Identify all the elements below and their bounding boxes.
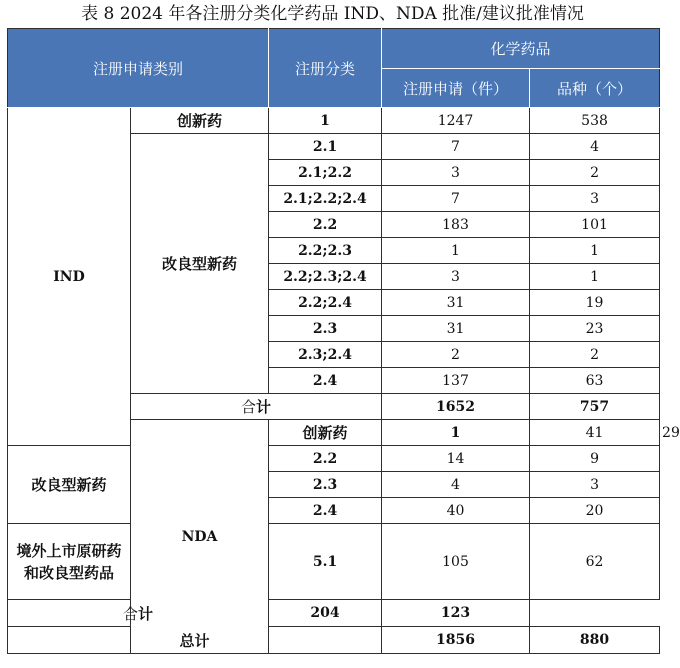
table-row: [8, 108, 660, 134]
grand-total-apps: 1856: [382, 627, 530, 654]
apps-cell: 2: [382, 342, 530, 368]
class-cell: 2.2: [269, 446, 382, 472]
apps-cell: 31: [382, 316, 530, 342]
table-row: [8, 524, 660, 600]
header-category: 注册申请类别: [8, 29, 269, 108]
ind-innovative-apps: 1247: [382, 108, 530, 134]
ind-innovative-varieties: 538: [530, 108, 660, 134]
varieties-cell: 19: [530, 290, 660, 316]
grand-total-label: 总计: [8, 627, 382, 654]
apps-cell: 183: [382, 212, 530, 238]
apps-cell: 137: [382, 368, 530, 394]
varieties-cell: 2: [530, 160, 660, 186]
varieties-cell: 1: [530, 238, 660, 264]
class-cell: 2.1: [269, 134, 382, 160]
varieties-cell: 2: [530, 342, 660, 368]
nda-subtotal-apps: 204: [269, 600, 382, 627]
table-row: [8, 446, 660, 472]
subtotal-label-part: 合: [240, 398, 256, 416]
table-caption: 表 8 2024 年各注册分类化学药品 IND、NDA 批准/建议批准情况: [81, 4, 584, 24]
header-chemical-drugs: 化学药品: [382, 29, 660, 69]
header-class: 注册分类: [269, 29, 382, 108]
class-cell: 2.2;2.3;2.4: [269, 264, 382, 290]
subtotal-label-part: 计: [256, 398, 272, 416]
nda-innovative-class: 1: [382, 420, 530, 446]
ind-subtotal-varieties: 757: [530, 394, 660, 420]
apps-cell: 3: [382, 264, 530, 290]
class-cell: 2.4: [269, 498, 382, 524]
header-varieties: 品种（个）: [530, 69, 660, 108]
nda-label: NDA: [131, 420, 269, 654]
nda-innovative-label: 创新药: [269, 420, 382, 446]
class-cell: 2.2;2.4: [269, 290, 382, 316]
apps-cell: 3: [382, 160, 530, 186]
chemical-drug-approval-table: [7, 28, 680, 654]
class-cell: 2.3: [269, 316, 382, 342]
varieties-cell: 1: [530, 264, 660, 290]
ind-innovative-label: 创新药: [131, 108, 269, 134]
ind-innovative-class: 1: [269, 108, 382, 134]
class-cell: 2.1;2.2;2.4: [269, 186, 382, 212]
nda-overseas-class: 5.1: [269, 524, 382, 600]
class-cell: 2.4: [269, 368, 382, 394]
class-cell: 2.2: [269, 212, 382, 238]
apps-cell: 14: [382, 446, 530, 472]
subtotal-label-part: 计: [138, 604, 154, 623]
grand-total-varieties: 880: [530, 627, 660, 654]
ind-subtotal-apps: 1652: [382, 394, 530, 420]
varieties-cell: 4: [530, 134, 660, 160]
apps-cell: 7: [382, 186, 530, 212]
ind-label: IND: [8, 108, 131, 446]
apps-cell: 7: [382, 134, 530, 160]
nda-subtotal-label: [8, 600, 269, 627]
nda-innovative-apps: 41: [530, 420, 660, 446]
varieties-cell: 3: [530, 186, 660, 212]
apps-cell: 4: [382, 472, 530, 498]
class-cell: 2.3;2.4: [269, 342, 382, 368]
varieties-cell: 20: [530, 498, 660, 524]
class-cell: 2.3: [269, 472, 382, 498]
table-row: NDA 创新药 1 41 29: [8, 420, 660, 446]
apps-cell: 31: [382, 290, 530, 316]
varieties-cell: 63: [530, 368, 660, 394]
nda-improved-label: 改良型新药: [8, 446, 131, 524]
varieties-cell: 23: [530, 316, 660, 342]
apps-cell: 40: [382, 498, 530, 524]
nda-overseas-varieties: 62: [530, 524, 660, 600]
apps-cell: 1: [382, 238, 530, 264]
nda-overseas-apps: 105: [382, 524, 530, 600]
subtotal-label-part: 合: [122, 604, 138, 623]
table-row: [8, 600, 660, 627]
varieties-cell: 3: [530, 472, 660, 498]
varieties-cell: 9: [530, 446, 660, 472]
varieties-cell: 101: [530, 212, 660, 238]
ind-improved-label: 改良型新药: [131, 134, 269, 394]
class-cell: 2.1;2.2: [269, 160, 382, 186]
class-cell: 2.2;2.3: [269, 238, 382, 264]
table-row: [8, 627, 660, 654]
nda-overseas-label: 境外上市原研药和改良型药品: [8, 524, 131, 600]
nda-subtotal-varieties: 123: [382, 600, 530, 627]
ind-subtotal-label: [131, 394, 382, 420]
header-applications: 注册申请（件）: [382, 69, 530, 108]
